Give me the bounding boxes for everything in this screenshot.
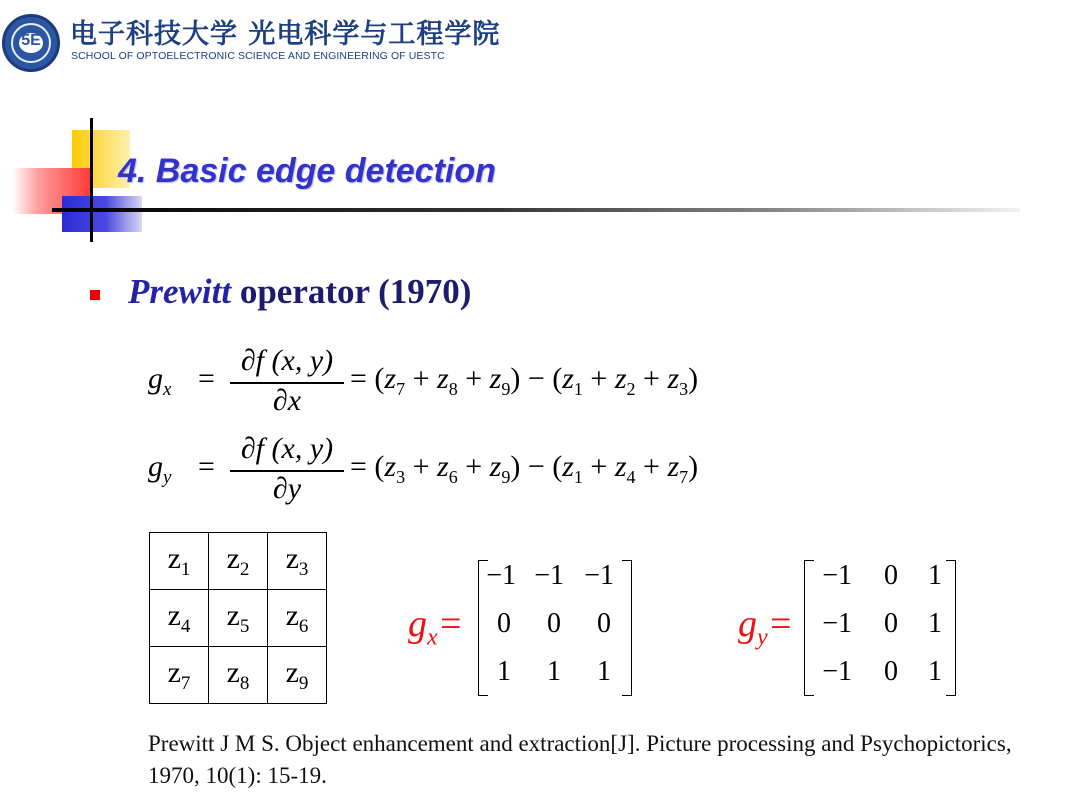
z-cell: $z_4$ <box>150 590 209 647</box>
gx-lhs: $g_x$ <box>148 362 172 400</box>
gx-mask-label: $g_x=$ <box>408 603 464 651</box>
school-header <box>0 0 501 74</box>
matrix-cell: 0 <box>884 656 898 687</box>
gx-rhs: = $(z_7 + z_8 + z_9) - (z_1 + z_2 + z_3)$ <box>350 362 699 399</box>
matrix-cell: 0 <box>497 608 511 639</box>
title-deco-vertical-line <box>90 118 93 242</box>
matrix-cell: 1 <box>928 608 942 639</box>
title-underline <box>52 208 1020 212</box>
z-cell: $z_9$ <box>268 647 327 704</box>
matrix-cell: −1 <box>822 656 852 687</box>
title-deco-blue-block <box>62 196 142 232</box>
matrix-cell: −1 <box>486 560 516 591</box>
z-cell: $z_5$ <box>209 590 268 647</box>
slide-title: 4. Basic edge detection <box>118 152 496 190</box>
matrix-cell: 0 <box>547 608 561 639</box>
school-name-english: SCHOOL OF OPTOELECTRONIC SCIENCE AND ENGINEERING OF UESTC <box>71 50 445 62</box>
matrix-cell: −1 <box>584 560 614 591</box>
bullet-prewitt-operator <box>128 272 471 312</box>
matrix-cell: 1 <box>928 560 942 591</box>
university-logo-icon <box>2 14 60 72</box>
school-name-chinese: 电子科技大学 光电科学与工程学院 <box>70 19 501 50</box>
logo-mark: 5E <box>21 32 41 49</box>
matrix-cell: −1 <box>822 560 852 591</box>
matrix-cell: 1 <box>497 656 511 687</box>
z-neighborhood-grid <box>149 532 327 704</box>
gy-denominator: ∂y <box>272 472 302 505</box>
matrix-cell: 0 <box>884 560 898 591</box>
matrix-cell: 1 <box>928 656 942 687</box>
z-cell: $z_7$ <box>150 647 209 704</box>
gy-mask-matrix <box>804 560 956 696</box>
gy-fraction <box>228 432 346 510</box>
bullet-rest: operator (1970) <box>231 272 472 311</box>
matrix-cell: 1 <box>597 656 611 687</box>
bullet-square-icon <box>90 290 100 300</box>
gx-mask-matrix <box>478 560 632 696</box>
citation-reference: Prewitt J M S. Object enhancement and extraction[J]. Picture processing and Psychopictorics, 1970, 10(1): 15-19. <box>148 731 1012 788</box>
z-cell: $z_8$ <box>209 647 268 704</box>
bullet-em: Prewitt <box>128 272 232 311</box>
matrix-cell: 1 <box>547 656 561 687</box>
matrix-cell: 0 <box>884 608 898 639</box>
gx-numerator: ∂f (x, y) <box>240 344 334 377</box>
matrix-cell: −1 <box>822 608 852 639</box>
gy-rhs: = $(z_3 + z_6 + z_9) - (z_1 + z_4 + z_7)$ <box>350 450 699 487</box>
z-cell: $z_2$ <box>209 533 268 590</box>
z-cell: $z_1$ <box>150 533 209 590</box>
gy-numerator: ∂f (x, y) <box>240 432 334 465</box>
gy-lhs: $g_y$ <box>148 450 172 488</box>
matrix-cell: −1 <box>534 560 564 591</box>
matrix-right-bracket <box>946 560 956 696</box>
matrix-cell: 0 <box>597 608 611 639</box>
z-cell: $z_3$ <box>268 533 327 590</box>
gx-denominator: ∂x <box>272 384 302 417</box>
gy-mask-label: $g_y=$ <box>738 603 794 651</box>
z-cell: $z_6$ <box>268 590 327 647</box>
gx-fraction <box>228 344 346 422</box>
matrix-right-bracket <box>622 560 632 696</box>
